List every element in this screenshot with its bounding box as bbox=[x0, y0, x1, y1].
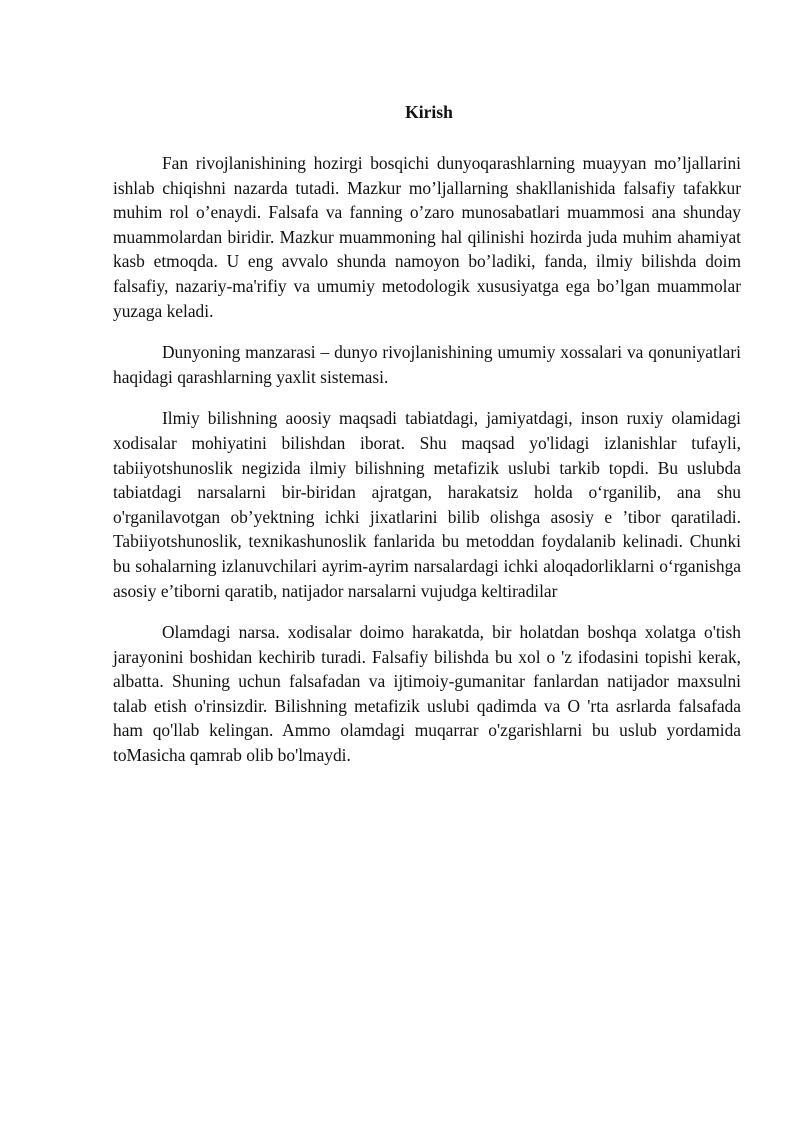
document-body bbox=[113, 151, 741, 785]
page-title: Kirish bbox=[405, 102, 453, 122]
paragraph-4: Olamdagi narsa. xodisalar doimo harakatda, bir holatdan boshqa xolatga o'tish jarayonini boshidan kechirib turadi. Falsafiy bilishda bu xol o 'z ifodasini topishi kerak, albatta. Shuning uchun falsafadan va ijtimoiy-gumanitar fanlardan natijador maxsulni talab etish o'rinsizdir. Bilishning metafizik uslubi qadimda va O 'rta asrlarda falsafada ham qo'llab kelingan. Ammo olamdagi muqarrar o'zgarishlarni bu uslub yordamida toMasicha qamrab olib bo'lmaydi. bbox=[113, 622, 741, 766]
paragraph-3: Ilmiy bilishning aoosiy maqsadi tabiatdagi, jamiyatdagi, inson ruxiy olamidagi xodisalar mohiyatini bilishdan iborat. Shu maqsad yo'lidagi izlanishlar tufayli, tabiiyotshunoslik negizida ilmiy bilishning metafizik uslubi tarkib topdi. Bu uslubda tabiatdagi narsalarni bir-biridan ajratgan, harakatsiz holda o‘rganilib, ana shu o'rganilavotgan ob’yektning ichki jixatlarini bilib olishga asosiy e ’tibor qaratiladi. Tabiiyotshunoslik, texnikashunoslik fanlarida bu metoddan foydalanib kelinadi. Chunki bu sohalarning izlanuvchilari ayrim-ayrim narsalardagi ichki aloqadorliklarni o‘rganishga asosiy e’tiborni qaratib, natijador narsalarni vujudga keltiradilar bbox=[113, 408, 741, 601]
paragraph-2: Dunyoning manzarasi – dunyo rivojlanishining umumiy xossalari va qonuniyatlari haqidagi qarashlarning yaxlit sistemasi. bbox=[113, 342, 741, 387]
paragraph-1: Fan rivojlanishining hozirgi bosqichi dunyoqarashlarning muayyan mo’ljallarini ishlab chiqishni nazarda tutadi. Mazkur mo’ljallarning shakllanishida falsafiy tafakkur muhim rol o’enaydi. Falsafa va fanning o’zaro munosabatlari muammosi ana shunday muammolardan biridir. Mazkur muammoning hal qilinishi hozirda juda muhim ahamiyat kasb etmoqda. U eng avvalo shunda namoyon bo’ladiki, fanda, ilmiy bilishda doim falsafiy, nazariy-ma'rifiy va umumiy metodologik xususiyatga ega bo’lgan muammolar yuzaga keladi. bbox=[113, 153, 741, 321]
